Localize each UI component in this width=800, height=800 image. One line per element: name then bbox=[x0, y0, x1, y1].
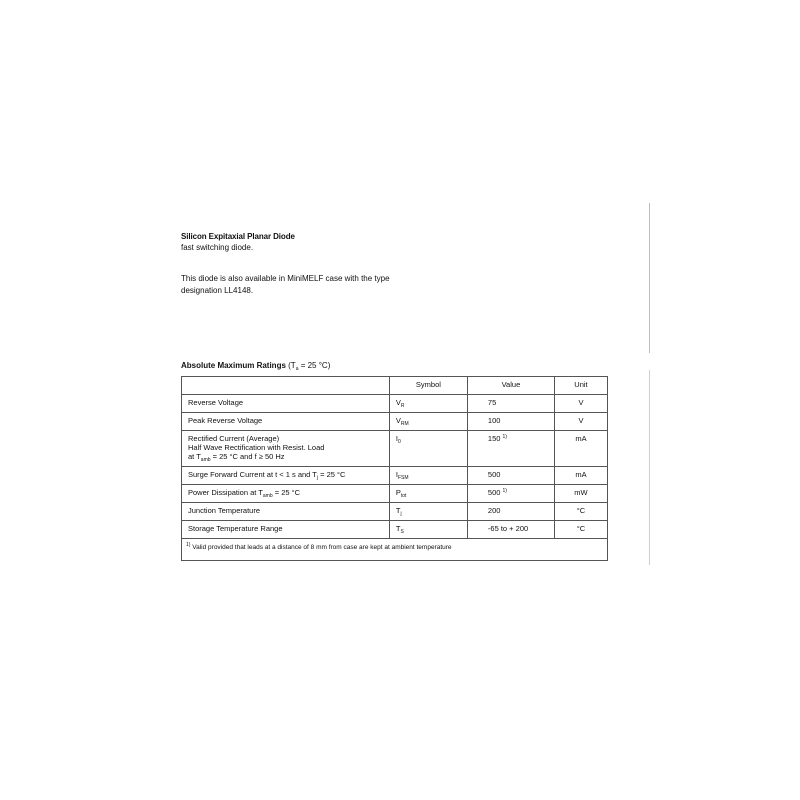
row-param: Peak Reverse Voltage bbox=[182, 413, 390, 431]
row-symbol: $V_{RM}$ bbox=[389, 413, 467, 431]
row-unit: mA bbox=[554, 467, 607, 485]
row-unit: mW bbox=[554, 485, 607, 503]
table-header-row bbox=[182, 377, 608, 395]
page-margin-rule-lower bbox=[649, 370, 650, 565]
note-line-1: This diode is also available in MiniMELF case with the type bbox=[181, 274, 390, 283]
row-unit: mA bbox=[554, 431, 607, 467]
table-row bbox=[182, 431, 608, 467]
row-unit: V bbox=[554, 413, 607, 431]
page-margin-rule bbox=[649, 203, 650, 353]
header-symbol: Symbol bbox=[389, 377, 467, 395]
table-row bbox=[182, 395, 608, 413]
table-row bbox=[182, 413, 608, 431]
row-value: 500 $^{1)}$ bbox=[467, 485, 554, 503]
row-param: Rectified Current (Average) Half Wave Rectification with Resist. Load at $T_{amb} = 25$ °C and f ≥ 50 Hz bbox=[182, 431, 390, 467]
row-symbol: $I_0$ bbox=[389, 431, 467, 467]
row-param: Reverse Voltage bbox=[182, 395, 390, 413]
row-value: 200 bbox=[467, 503, 554, 521]
table-row bbox=[182, 467, 608, 485]
row-value: 500 bbox=[467, 467, 554, 485]
row-value: 100 bbox=[467, 413, 554, 431]
document-title: Silicon Expitaxial Planar Diode bbox=[181, 232, 295, 241]
header-param bbox=[182, 377, 390, 395]
row-unit: V bbox=[554, 395, 607, 413]
footnote-row bbox=[182, 539, 608, 561]
row-symbol: $P_{tot}$ bbox=[389, 485, 467, 503]
row-value: -65 to + 200 bbox=[467, 521, 554, 539]
ratings-heading bbox=[181, 361, 330, 372]
row-symbol: $T_j$ bbox=[389, 503, 467, 521]
table-row bbox=[182, 503, 608, 521]
ratings-table bbox=[181, 376, 608, 561]
ratings-heading-text: Absolute Maximum Ratings bbox=[181, 361, 286, 370]
availability-note bbox=[181, 273, 411, 296]
footnote: $^{1)}$ Valid provided that leads at a distance of 8 mm from case are kept at ambient temperature bbox=[182, 539, 608, 561]
table-row bbox=[182, 485, 608, 503]
row-value: 75 bbox=[467, 395, 554, 413]
ratings-condition: ($T_a = 25$ °C) bbox=[288, 361, 331, 372]
header-unit: Unit bbox=[554, 377, 607, 395]
row-param: Surge Forward Current at t < 1 s and $T_j = 25$ °C bbox=[182, 467, 390, 485]
row-param: Power Dissipation at $T_{amb} = 25$ °C bbox=[182, 485, 390, 503]
row-value: 150 $^{1)}$ bbox=[467, 431, 554, 467]
note-line-2: designation LL4148. bbox=[181, 285, 254, 295]
row-symbol: $V_R$ bbox=[389, 395, 467, 413]
row-symbol: $T_S$ bbox=[389, 521, 467, 539]
header-value: Value bbox=[467, 377, 554, 395]
row-symbol: $I_{FSM}$ bbox=[389, 467, 467, 485]
row-unit: °C bbox=[554, 503, 607, 521]
row-unit: °C bbox=[554, 521, 607, 539]
table-row bbox=[182, 521, 608, 539]
document-subtitle: fast switching diode. bbox=[181, 243, 254, 252]
row-param: Junction Temperature bbox=[182, 503, 390, 521]
row-param: Storage Temperature Range bbox=[182, 521, 390, 539]
